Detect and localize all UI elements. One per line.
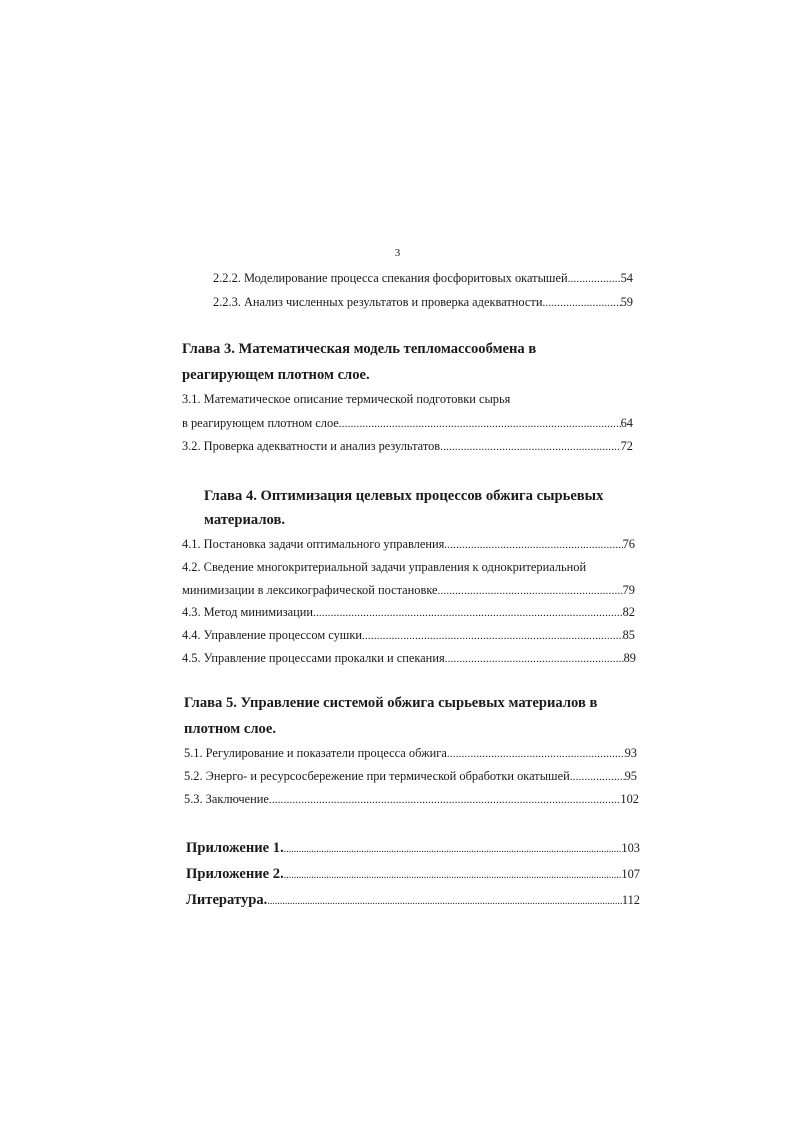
chapter-5-title-line1: Глава 5. Управление системой обжига сырьевых материалов в bbox=[184, 695, 598, 711]
leader-dots bbox=[339, 416, 621, 432]
toc-entry-4-4[interactable] bbox=[182, 627, 635, 644]
chapter-4-title-line2: материалов. bbox=[204, 512, 286, 528]
toc-page-number: 54 bbox=[620, 271, 633, 285]
toc-page-number: 95 bbox=[624, 769, 637, 783]
leader-dots bbox=[440, 439, 620, 455]
toc-entry-5-2[interactable] bbox=[184, 768, 637, 785]
toc-entry-2-2-3[interactable] bbox=[213, 294, 633, 311]
leader-dots bbox=[269, 792, 621, 808]
chapter-3-title-line2: реагирующем плотном слое. bbox=[182, 367, 370, 383]
leader-dots bbox=[284, 870, 622, 881]
toc-page-number: 112 bbox=[621, 893, 640, 907]
toc-entry-text: 4.4. Управление процессом сушки bbox=[182, 628, 363, 642]
toc-entry-5-3[interactable] bbox=[184, 791, 639, 808]
toc-page-number: 102 bbox=[620, 792, 639, 806]
leader-dots bbox=[313, 605, 623, 621]
leader-dots bbox=[284, 844, 622, 855]
toc-entry-text: 5.1. Регулирование и показатели процесса обжига bbox=[184, 746, 447, 760]
toc-page-number: 103 bbox=[621, 841, 640, 855]
toc-entry-text: 4.5. Управление процессами прокалки и спекания bbox=[182, 651, 445, 665]
toc-page-number: 72 bbox=[620, 439, 633, 453]
toc-entry-4-2[interactable] bbox=[182, 582, 635, 599]
toc-entry-text: 4.1. Постановка задачи оптимального управления bbox=[182, 537, 445, 551]
toc-entry-4-5[interactable] bbox=[182, 650, 636, 667]
toc-entry-appendix-2[interactable] bbox=[186, 866, 640, 883]
toc-page-number: 82 bbox=[622, 605, 635, 619]
toc-entry-text: Литература. bbox=[186, 892, 268, 908]
chapter-5-title-line2: плотном слое. bbox=[184, 721, 276, 737]
toc-entry-4-2-line1[interactable]: 4.2. Сведение многокритериальной задачи управления к однокритериальной bbox=[182, 560, 587, 574]
leader-dots bbox=[568, 271, 621, 287]
toc-entry-text: минимизации в лексикографической постановке bbox=[182, 583, 438, 597]
toc-entry-4-1[interactable] bbox=[182, 536, 635, 553]
toc-entry-3-2[interactable] bbox=[182, 438, 633, 455]
leader-dots bbox=[444, 537, 622, 553]
toc-entry-3-1-line1[interactable]: 3.1. Математическое описание термической подготовки сырья bbox=[182, 392, 511, 406]
chapter-3-title-line1: Глава 3. Математическая модель тепломассообмена в bbox=[182, 341, 537, 357]
toc-entry-text: в реагирующем плотном слое bbox=[182, 416, 339, 430]
toc-entry-text: 5.3. Заключение bbox=[184, 792, 269, 806]
toc-entry-text: 3.2. Проверка адекватности и анализ результатов bbox=[182, 439, 441, 453]
toc-entry-5-1[interactable] bbox=[184, 745, 637, 762]
toc-entry-text: 2.2.3. Анализ численных результатов и проверка адекватности bbox=[213, 295, 543, 309]
leader-dots bbox=[267, 896, 622, 907]
toc-page-number: 64 bbox=[620, 416, 633, 430]
leader-dots bbox=[447, 746, 625, 762]
leader-dots bbox=[445, 651, 624, 667]
leader-dots bbox=[570, 769, 625, 785]
toc-entry-appendix-1[interactable] bbox=[186, 840, 640, 857]
toc-entry-2-2-2[interactable] bbox=[213, 270, 633, 287]
page-number: 3 bbox=[394, 247, 401, 259]
toc-page-number: 93 bbox=[624, 746, 637, 760]
toc-entry-text: 2.2.2. Моделирование процесса спекания фосфоритовых окатышей bbox=[213, 271, 568, 285]
toc-page-number: 79 bbox=[622, 583, 635, 597]
toc-page-number: 89 bbox=[623, 651, 636, 665]
toc-entry-3-1[interactable] bbox=[182, 415, 633, 432]
toc-page-number: 76 bbox=[622, 537, 635, 551]
toc-entry-text: Приложение 2. bbox=[186, 866, 284, 882]
toc-entry-text: Приложение 1. bbox=[186, 840, 284, 856]
chapter-4-title-line1: Глава 4. Оптимизация целевых процессов обжига сырьевых bbox=[204, 488, 604, 504]
toc-entry-text: 5.2. Энерго- и ресурсосбережение при термической обработки окатышей bbox=[184, 769, 570, 783]
toc-entry-4-3[interactable] bbox=[182, 604, 635, 621]
toc-page-number: 59 bbox=[620, 295, 633, 309]
toc-entry-text: 4.3. Метод минимизации bbox=[182, 605, 314, 619]
toc-entry-literature[interactable] bbox=[186, 892, 640, 909]
toc-page-number: 107 bbox=[621, 867, 640, 881]
leader-dots bbox=[438, 583, 623, 599]
leader-dots bbox=[542, 295, 620, 311]
leader-dots bbox=[362, 628, 623, 644]
toc-page-number: 85 bbox=[622, 628, 635, 642]
